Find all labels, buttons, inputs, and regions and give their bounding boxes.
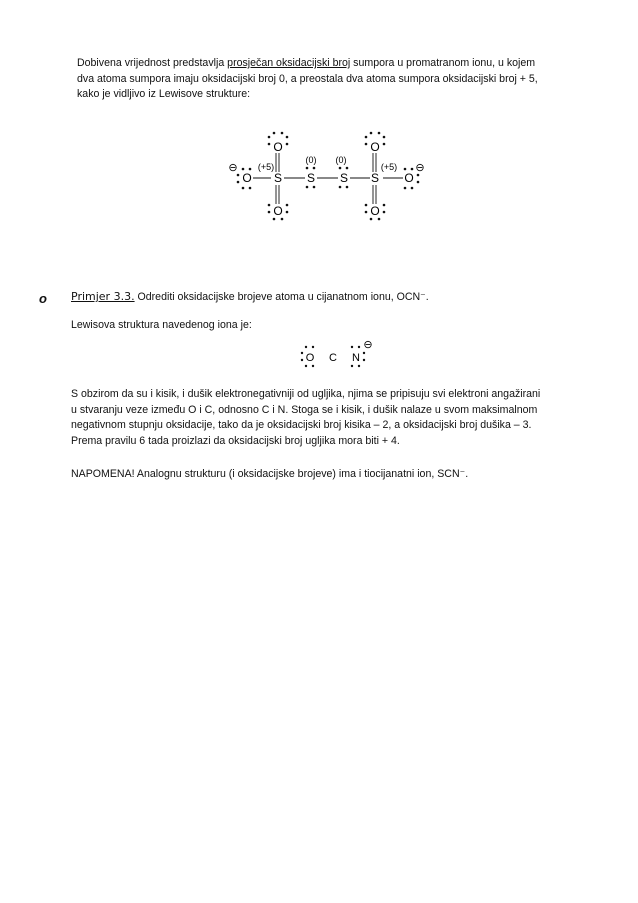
atom-o-cyanate: O [305, 352, 315, 364]
atom-o-bottom-right: O [370, 204, 380, 218]
explanation-paragraph [71, 387, 540, 449]
atom-n-cyanate: N [352, 352, 360, 364]
example-heading [71, 289, 429, 306]
atom-c-cyanate: C [329, 352, 337, 364]
intro-line3: kako je vidljivo iz Lewisove strukture: [77, 88, 251, 100]
atom-o-bottom-left: O [273, 204, 283, 218]
lone-pairs [237, 132, 420, 221]
lewis-structure-s4o6 [228, 132, 424, 221]
example-bullet: o [39, 291, 47, 306]
ox-label-s2: (0) [305, 155, 317, 165]
example-title: Primjer 3.3. [71, 290, 135, 303]
atom-s-2: S [306, 171, 316, 185]
atom-o-left: O [242, 171, 252, 185]
atom-s-1: S [273, 171, 283, 185]
average-oxidation-number-link[interactable]: prosječan oksidacijski broj [227, 57, 351, 69]
charge-left-minus: ⊖ [228, 162, 238, 174]
ox-label-s3: (0) [335, 155, 347, 165]
lewis-intro: Lewisova struktura navedenog iona je: [71, 319, 252, 331]
charge-cyanate-minus: ⊖ [363, 339, 373, 351]
lewis-structure-ocn [301, 339, 373, 367]
explanation-line2: u stvaranju veze između O i C, odnosno C i N. Stoga se i kisik, i dušik nalaze u svom maksimalnom [71, 403, 538, 416]
atom-s-4: S [370, 171, 380, 185]
atom-o-top-right: O [370, 140, 380, 154]
atom-o-right: O [404, 171, 414, 185]
charge-right-minus: ⊖ [415, 162, 425, 174]
intro-line2: dva atoma sumpora imaju oksidacijski broj 0, a preostala dva atoma sumpora oksidacijski broj + 5, [77, 72, 538, 85]
explanation-line3: negativnom stupnju oksidacije, tako da je oksidacijski broj kisika – 2, a oksidacijski broj dušika – 3. [71, 419, 532, 431]
ox-label-s4: (+5) [380, 162, 398, 172]
atom-s-3: S [339, 171, 349, 185]
note-paragraph: NAPOMENA! Analognu strukturu (i oksidacijske brojeve) ima i tiocijanatni ion, SCN⁻. [71, 468, 469, 480]
intro-line1-start: Dobivena vrijednost predstavlja [77, 57, 228, 69]
ox-label-s1: (+5) [257, 162, 275, 172]
atom-o-top-left: O [273, 140, 283, 154]
explanation-line4: Prema pravilu 6 tada proizlazi da oksidacijski broj ugljika mora biti + 4. [71, 434, 400, 447]
explanation-line1: S obzirom da su i kisik, i dušik elektronegativniji od ugljika, njima se pripisuju svi elektroni angažirani [71, 388, 541, 400]
example-text: Odrediti oksidacijske brojeve atoma u cijanatnom ionu, OCN⁻. [134, 291, 429, 303]
intro-line1-end: sumpora u promatranom ionu, u kojem [350, 57, 536, 69]
